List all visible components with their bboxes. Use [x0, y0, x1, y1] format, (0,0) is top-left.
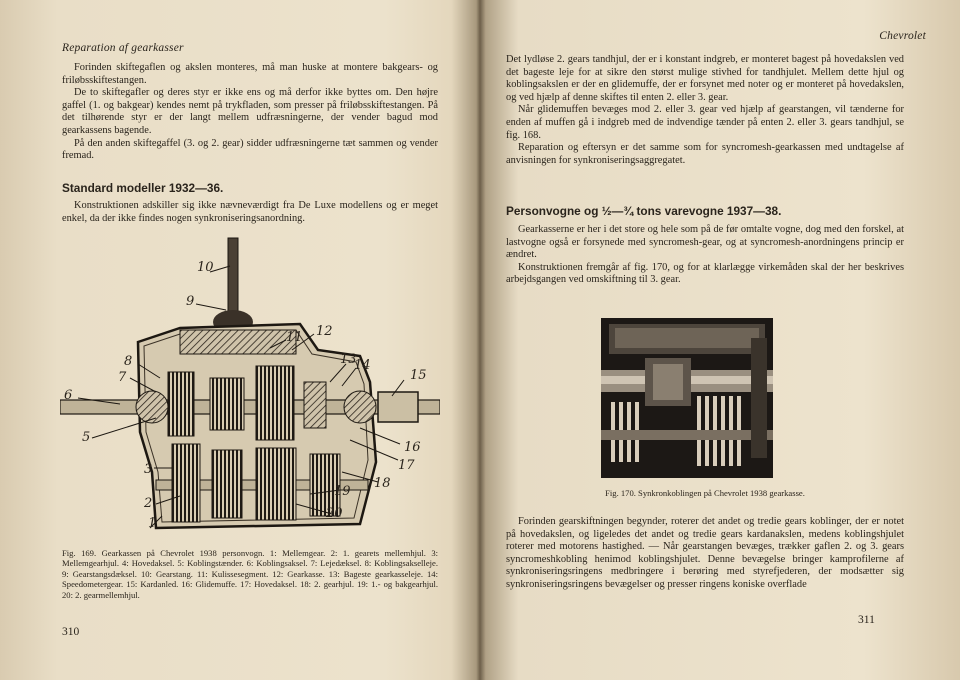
figure-169-caption: Fig. 169. Gearkassen på Chevrolet 1938 personvogn. 1: Mellemgear. 2: 1. gearets mellemhjul. 3: Mellemgearhjul. 4: Hovedaksel. 5: Koblingstænder. 6: Koblingsaksel. 7: Lejedæksel. 8: Koblingsakselleje. 9: Gearstangsdæksel. 10: Gearstang. 11: Kulissesegment. 12: Gearkasse. 13: Bageste gearkasseleje. 14: Speedometergear. 15: Kardanled. 16: Glidemuffe. 17: Hovedaksel. 18: 2. gearhjul. 19: 1.- og bakgearhjul. 20: 2. gearmellemhjul. — [62, 548, 438, 600]
figure-callout: 7 — [118, 370, 127, 385]
figure-callout: 16 — [404, 440, 421, 455]
running-head-left: Reparation af gearkasser — [62, 42, 184, 54]
paragraph: Reparation og eftersyn er det samme som for syncromesh-gearkassen med undtagelse af anvisningen for synkroniseringsaggregatet. — [506, 142, 904, 166]
left-section-text — [62, 200, 438, 225]
synchro-clutch-photo — [601, 318, 773, 478]
figure-callout: 6 — [64, 388, 73, 403]
figure-callout: 13 — [340, 352, 357, 367]
figure-callout: 5 — [82, 430, 91, 445]
section-heading-standard: Standard modeller 1932—36. — [62, 181, 224, 195]
figure-callout: 11 — [286, 330, 303, 345]
paragraph: Konstruktionen fremgår af fig. 170, og for at klarlægge virkemåden skal der her beskrives arbejdsgangen ved omskiftning til 3. gear. — [506, 261, 904, 286]
paragraph: Når glidemuffen bevæges mod 2. eller 3. gear ved hjælp af gearstangen, vil tænderne for enden af muffen gå i indgreb med de indvendige tænder på enten 2. eller 3. gears tandhjul, se fig. 168. — [506, 104, 904, 141]
right-section-text — [506, 224, 904, 287]
figure-callout: 2 — [144, 496, 153, 511]
figure-callout: 18 — [374, 476, 391, 491]
paragraph: Forinden gearskiftningen begynder, roterer det andet og tredie gears koblinger, der er notet på hovedakslen, og ligeledes det andet og tredie gears kardanakslen, medens koblingshjulet roterer med motorens hastighed. — Når gearstangen bevæges, trækker gaflen 2. og 3. gears syncromeshkobling henimod koblingshjulet. Denne bevægelse bringer kamprofilerne af synkroniseringsringens medbringere i berøring med styrefjederen, der modsætter sig synkroniseringsringens bevægelser og presser ringens koniske overflade — [506, 516, 904, 590]
right-closing-text — [506, 516, 904, 592]
paragraph: Det lydløse 2. gears tandhjul, der er i konstant indgreb, er monteret bagest på hovedakslen ved det bageste leje for at sikre den størst mulige stivhed for tandhjulet. Mellem dette hjul og koblingsakslen er der en glidemuffe, der er forsynet med noter og er monteret på hovedakslen, og ved hjælp af denne skiftes til enten 2. eller 3. gear. — [506, 54, 904, 103]
figure-callout: 10 — [197, 260, 214, 275]
figure-callout: 19 — [334, 484, 351, 499]
figure-callout: 15 — [410, 368, 427, 383]
paragraph: Gearkasserne er her i det store og hele som på de før omtalte vogne, dog med den forskel, at lastvogne også er forsynede med syncromesh-gear, og at syncromesh-anordningens princip er ændret. — [506, 224, 904, 261]
figure-callout: 20 — [326, 506, 343, 521]
paragraph: Konstruktionen adskiller sig ikke nævneværdigt fra De Luxe modellens og er meget enkel, da der ikke findes nogen synkroniseringsanordning. — [62, 200, 438, 224]
paragraph: På den anden skiftegaffel (3. og 2. gear) sidder udfræsningerne tæt sammen og vender fremad. — [62, 137, 438, 162]
page-number-right: 311 — [858, 614, 875, 626]
section-heading-personvogne: Personvogne og ½—¾ tons varevogne 1937—38. — [506, 204, 782, 218]
figure-170-caption: Fig. 170. Synkronkoblingen på Chevrolet 1938 gearkasse. — [605, 488, 805, 498]
paragraph: De to skiftegafler og deres styr er ikke ens og må derfor ikke byttes om. Den højre gaffel (1. og bakgear) kendes nemt på trykfladen, som presser på friløbsskiftestangen. På det tilhørende styr er der langt mellem udfræsningerne, der vender bagud mod gearkassens bagende. — [62, 87, 438, 136]
figure-callout: 12 — [316, 324, 333, 339]
left-intro-text — [62, 62, 438, 163]
right-intro-text — [506, 54, 904, 167]
figure-callout: 14 — [354, 358, 371, 373]
figure-callout: 3 — [144, 462, 153, 477]
figure-callout: 17 — [398, 458, 415, 473]
figure-callout: 1 — [148, 516, 157, 531]
page-number-left: 310 — [62, 626, 80, 638]
left-page — [0, 0, 478, 680]
running-head-right: Chevrolet — [879, 30, 926, 42]
gearbox-cross-section-figure — [60, 232, 440, 542]
figure-callout: 8 — [124, 354, 133, 369]
figure-callout: 9 — [186, 294, 195, 309]
paragraph: Forinden skiftegaflen og akslen monteres, må man huske at montere bakgears- og friløbsskiftestangen. — [62, 62, 438, 86]
